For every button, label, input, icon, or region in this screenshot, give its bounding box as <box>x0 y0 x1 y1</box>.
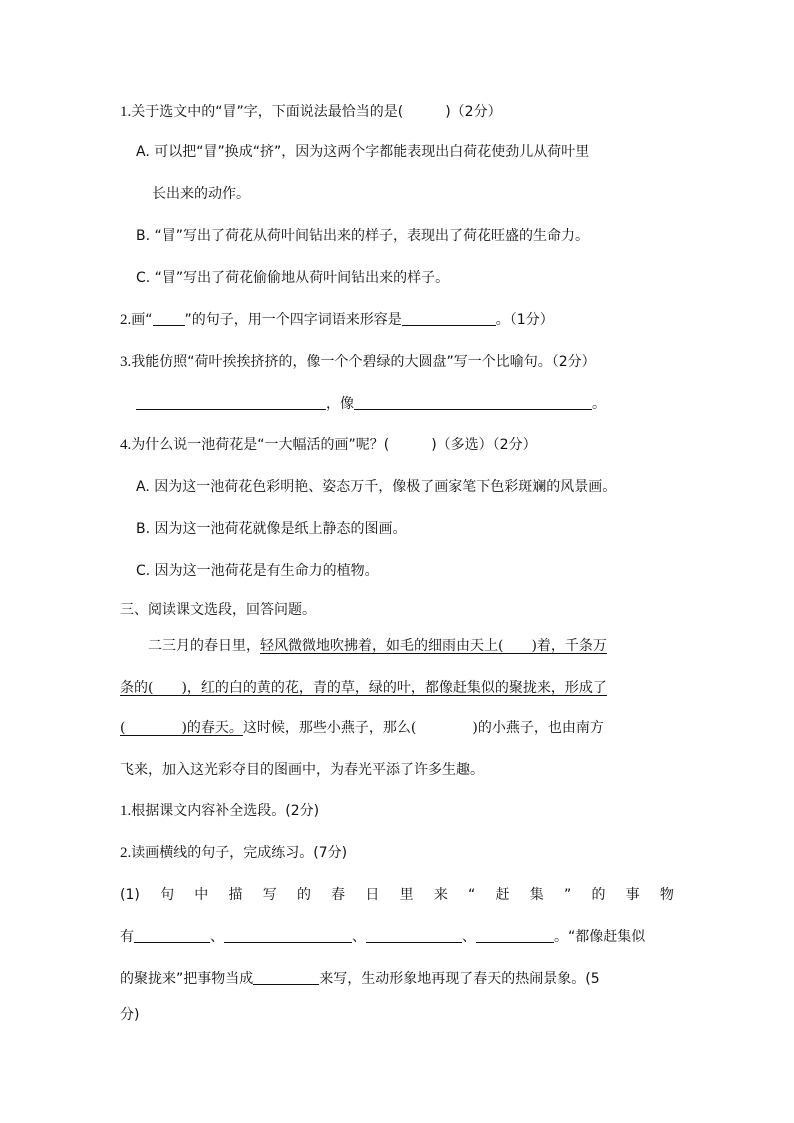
q3-stem-text: 我能仿照“荷叶挨挨挤挤的，像一个个碧绿的大圆盘”写一个比喻句。（2分） <box>131 354 596 370</box>
q2-line <box>120 310 554 330</box>
s3-q2-1-line3a: 的聚拢来”把事物当成 <box>120 971 254 987</box>
q3-mid: ，像 <box>326 396 354 412</box>
spread-char: 中 <box>194 887 209 903</box>
q1-option-a-line2: 长出来的动作。 <box>152 186 250 202</box>
s3-q2 <box>120 843 347 863</box>
passage-line-2 <box>120 678 607 698</box>
passage-line-3b: 这时候，那些小燕子，那么( )的小燕子，也由南方 <box>242 720 604 736</box>
q4-option-a: A. 因为这一池荷花色彩明艳、姿态万千，像极了画家笔下色彩斑斓的风景画。 <box>136 479 617 495</box>
s3-q2-1-line3b: 来写，生动形象地再现了春天的热闹景象。(5 <box>319 971 600 987</box>
q1-option-c: C. “冒”写出了荷花偷偷地从荷叶间钻出来的样子。 <box>136 270 450 286</box>
q2-answer-blank[interactable] <box>402 311 496 326</box>
spread-char: 来 <box>433 887 448 903</box>
s3-q2-1-blank-3[interactable] <box>366 928 462 943</box>
q2-line-marker <box>153 311 185 326</box>
s3-q1 <box>120 801 319 821</box>
q2-part2: ”的句子，用一个四字词语来形容是 <box>184 312 402 328</box>
q2-number: 2. <box>120 312 132 328</box>
s3-q2-1-blank-2[interactable] <box>224 928 352 943</box>
q4-option-b: B. 因为这一池荷花就像是纸上静态的图画。 <box>136 521 407 537</box>
s3-q2-1-blank-1[interactable] <box>134 928 210 943</box>
q3-answer-line <box>136 394 606 414</box>
section3-title: 三、阅读课文选段，回答问题。 <box>120 602 316 618</box>
s3-q2-1-line3 <box>120 969 600 989</box>
s3-q1-text: 根据课文内容补全选段。(2分) <box>131 803 320 819</box>
spread-char: ” <box>563 887 572 903</box>
s3-q2-1-line1 <box>120 885 674 905</box>
spread-char: 春 <box>331 887 346 903</box>
q3-stem <box>120 352 596 372</box>
q2-part1: 画“ <box>131 312 153 328</box>
spread-char: “ <box>468 887 476 903</box>
passage-line-3 <box>120 718 604 738</box>
q4-number: 4. <box>120 437 132 453</box>
s3-q2-number: 2. <box>120 845 132 861</box>
sep-3: 、 <box>462 929 476 945</box>
q2-part3: 。（1分） <box>495 312 554 328</box>
s3-q2-text: 读画横线的句子，完成练习。(7分) <box>131 845 348 861</box>
spread-char: 里 <box>399 887 414 903</box>
q1-stem <box>120 102 502 122</box>
q4-option-c: C. 因为这一池荷花是有生命力的植物。 <box>136 563 379 579</box>
q4-stem <box>120 435 537 455</box>
spread-char: 集 <box>529 887 544 903</box>
spread-char: 的 <box>296 887 311 903</box>
spread-char: 写 <box>262 887 277 903</box>
spread-char: 句 <box>160 887 175 903</box>
q1-number: 1. <box>120 104 132 120</box>
q3-answer-blank-1[interactable] <box>136 395 326 410</box>
s3-q2-1-line4: 分) <box>120 1007 140 1023</box>
sep-1: 、 <box>210 929 224 945</box>
q1-option-a-line1: A. 可以把“冒”换成“挤”，因为这两个字都能表现出白荷花使劲儿从荷叶里 <box>136 144 590 160</box>
spread-char: 事 <box>625 887 640 903</box>
q3-end: 。 <box>592 396 606 412</box>
q3-answer-blank-2[interactable] <box>354 395 592 410</box>
q3-number: 3. <box>120 354 132 370</box>
passage-line-1a: 二三月的春日里， <box>148 638 260 654</box>
s3-q2-1-blank-5[interactable] <box>253 970 319 985</box>
sep-2: 、 <box>352 929 366 945</box>
passage-line-1b: 轻风微微地吹拂着，如毛的细雨由天上( )着，千条万 <box>260 638 607 654</box>
spread-char: 日 <box>365 887 380 903</box>
passage-line-4: 飞来，加入这光彩夺目的图画中，为春光平添了许多生趣。 <box>120 762 484 778</box>
spread-char: 物 <box>659 887 674 903</box>
spread-char: 描 <box>228 887 243 903</box>
passage-line-2a: 条的( )，红的白的黄的花，青的草，绿的叶，都像赶集似的聚拢来，形成了 <box>120 680 607 696</box>
s3-q2-1-you: 有 <box>120 929 134 945</box>
spread-char: 赶 <box>495 887 510 903</box>
s3-q1-number: 1. <box>120 803 132 819</box>
q1-stem-text: 关于选文中的“冒”字，下面说法最恰当的是( )（2分） <box>131 104 502 120</box>
spread-char: (1) <box>120 887 140 903</box>
s3-q2-1-line2 <box>120 927 645 947</box>
q1-option-b: B. “冒”写出了荷花从荷叶间钻出来的样子，表现出了荷花旺盛的生命力。 <box>136 228 590 244</box>
passage-line-3a: ( )的春天。 <box>120 720 243 736</box>
passage-line-1 <box>148 636 607 656</box>
spread-char: 的 <box>591 887 606 903</box>
s3-q2-1-blank-4[interactable] <box>476 928 554 943</box>
s3-q2-1-line2-end: 。“都像赶集似 <box>554 929 646 945</box>
q4-stem-text: 为什么说一池荷花是“一大幅活的画”呢？( )（多选）（2分） <box>131 437 537 453</box>
